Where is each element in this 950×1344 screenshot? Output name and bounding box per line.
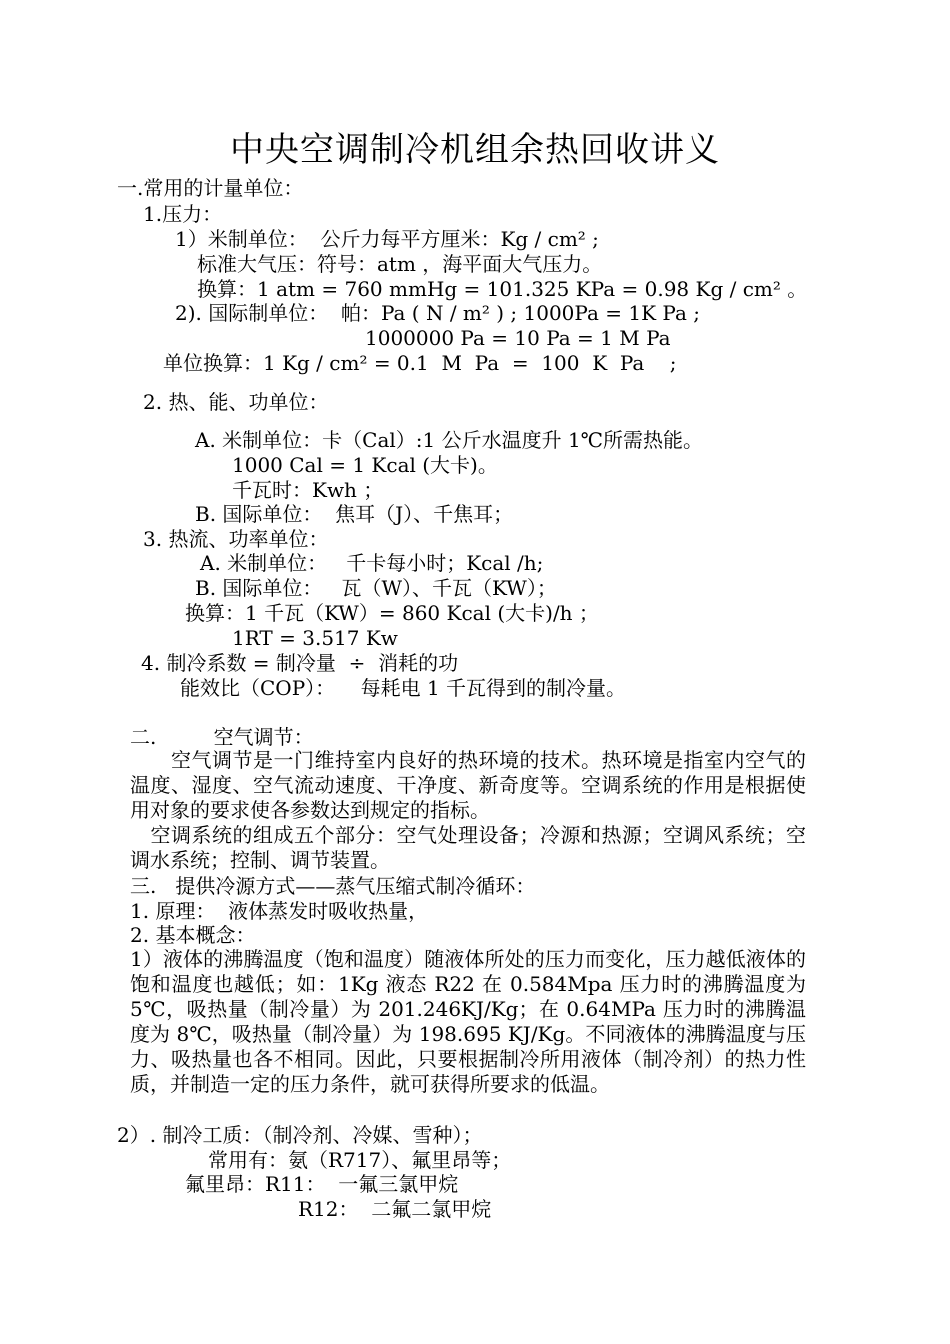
refrigerant-line-2: 氟里昂：R11： 一氟三氯甲烷 xyxy=(185,1172,459,1196)
pressure-heading: 1.压力： xyxy=(143,202,223,226)
document-title: 中央空调制冷机组余热回收讲义 xyxy=(230,130,720,170)
heat-line-3: 千瓦时：Kwh ； xyxy=(232,478,384,502)
cop-line-1: 4. 制冷系数 = 制冷量 ÷ 消耗的功 xyxy=(141,651,459,675)
heat-heading: 2. 热、能、功单位： xyxy=(143,390,329,414)
pressure-line-3: 换算：1 atm = 760 mmHg = 101.325 KPa = 0.98 Kg / cm² 。 xyxy=(197,277,808,301)
air-conditioning-paragraph-1: 空气调节是一门维持室内良好的热环境的技术。热环境是指室内空气的温度、湿度、空气流动速度、干净度、新奇度等。空调系统的作用是根据使用对象的要求使各参数达到规定的指标。 xyxy=(130,748,806,822)
boiling-temperature-paragraph: 1）液体的沸腾温度（饱和温度）随液体所处的压力而变化，压力越低液体的饱和温度也越低；如：1Kg 液态 R22 在 0.584Mpa 压力时的沸腾温度为 5℃，吸热量（制冷量）为 201.246KJ/Kg；在 0.64MPa 压力时的沸腾温度为 8℃，吸热量（制冷量）为 198.695 KJ/Kg。不同液体的沸腾温度与压力、吸热量也各不相同。因此，只要根据制冷所用液体（制冷剂）的热力性质，并制造一定的压力条件，就可获得所要求的低温。 xyxy=(130,947,806,1096)
section-2-heading: 二. 空气调节： xyxy=(130,725,314,749)
section-3-heading: 三. 提供冷源方式——蒸气压缩式制冷循环： xyxy=(130,874,536,898)
heat-line-4: B. 国际单位： 焦耳（J）、千焦耳； xyxy=(195,502,514,526)
flow-line-1: A. 米制单位： 千卡每小时；Kcal /h; xyxy=(200,551,544,575)
flow-line-2: B. 国际单位： 瓦（W）、千瓦（KW）； xyxy=(195,576,557,600)
refrigerant-line-3: R12： 二氟二氯甲烷 xyxy=(298,1197,492,1221)
air-conditioning-paragraph-2: 空调系统的组成五个部分：空气处理设备；冷源和热源；空调风系统；空调水系统；控制、调节装置。 xyxy=(130,823,806,872)
pressure-line-5: 1000000 Pa = 10 Pa = 1 M Pa xyxy=(365,326,671,350)
principle-line: 1. 原理： 液体蒸发时吸收热量， xyxy=(130,899,429,923)
heat-line-2: 1000 Cal = 1 Kcal (大卡)。 xyxy=(232,453,498,477)
cop-line-2: 能效比（COP）： 每耗电 1 千瓦得到的制冷量。 xyxy=(180,676,627,700)
section-1-heading: 一.常用的计量单位： xyxy=(117,176,304,200)
flow-line-3: 换算：1 千瓦（KW）= 860 Kcal (大卡)/h ； xyxy=(185,601,599,625)
flow-heading: 3. 热流、功率单位： xyxy=(143,527,329,551)
basic-concepts-line: 2. 基本概念： xyxy=(130,923,256,947)
pressure-line-4: 2). 国际制单位： 帕：Pa ( N / m² ) ; 1000Pa = 1K Pa ; xyxy=(175,301,700,325)
refrigerant-heading: 2）. 制冷工质：（制冷剂、冷媒、雪种）； xyxy=(117,1123,483,1147)
pressure-line-6: 单位换算：1 Kg / cm² = 0.1 M Pa = 100 K Pa ; xyxy=(163,351,677,375)
flow-line-4: 1RT = 3.517 Kw xyxy=(232,626,398,650)
heat-line-1: A. 米制单位：卡（Cal）:1 公斤水温度升 1℃所需热能。 xyxy=(195,428,704,452)
pressure-line-2: 标准大气压：符号：atm ，海平面大气压力。 xyxy=(197,252,603,276)
refrigerant-line-1: 常用有：氨（R717）、氟里昂等； xyxy=(208,1148,512,1172)
pressure-line-1: 1）米制单位： 公斤力每平方厘米：Kg / cm² ; xyxy=(175,227,599,251)
